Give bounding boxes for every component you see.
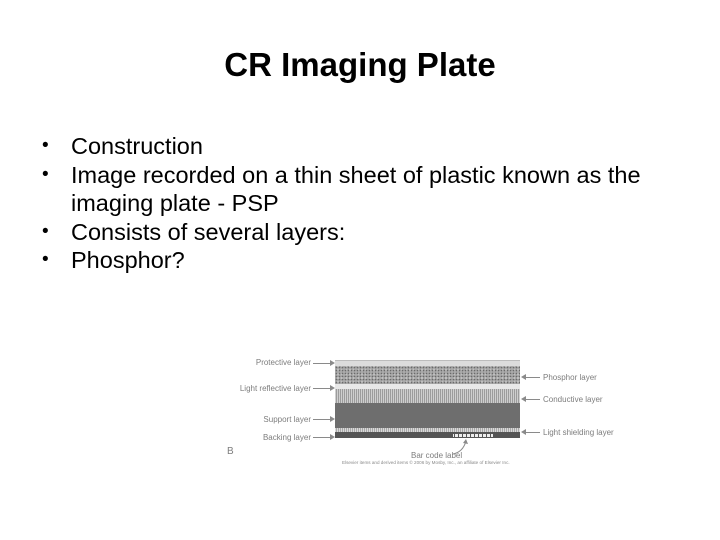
protective-layer-label: Protective layer: [255, 358, 311, 367]
bullet-text: Phosphor?: [71, 247, 185, 273]
conductive-layer-band: [335, 389, 520, 403]
conductive-layer-arrow-head: [521, 396, 526, 402]
bullet-text: Image recorded on a thin sheet of plastic known as the imaging plate - PSP: [71, 161, 641, 216]
light-shielding-layer-label: Light shielding layer: [543, 428, 614, 437]
support-layer-arrow-head: [330, 416, 335, 422]
support-layer-arrow: [313, 419, 331, 420]
backing-layer-arrow-head: [330, 434, 335, 440]
light-reflective-layer-arrow: [313, 388, 331, 389]
support-layer-label: Support layer: [263, 415, 311, 424]
light-shielding-layer-arrow-head: [521, 429, 526, 435]
conductive-layer-label: Conductive layer: [543, 395, 603, 404]
bullet-item: [40, 161, 700, 218]
bar-code-label: Bar code label: [411, 451, 463, 460]
bullet-marker: •: [42, 220, 49, 242]
bullet-marker: •: [42, 135, 49, 156]
bullet-item: [40, 246, 700, 275]
phosphor-layer-arrow-head: [521, 374, 526, 380]
light-shielding-layer-arrow: [525, 432, 540, 433]
protective-layer-arrow-head: [330, 360, 335, 366]
bullet-text: Construction: [71, 133, 203, 159]
bullet-text: Consists of several layers:: [71, 218, 346, 245]
bullet-item: [40, 132, 700, 161]
backing-layer-arrow: [313, 437, 331, 438]
support-layer-band: [335, 403, 520, 428]
figure-letter: B: [227, 446, 234, 457]
bar-code-pointer-arrow: [451, 438, 475, 458]
bullet-list: [40, 132, 700, 275]
light-reflective-layer-arrow-head: [330, 385, 335, 391]
bullet-item: [40, 218, 700, 247]
phosphor-layer-arrow: [525, 377, 540, 378]
protective-layer-arrow: [313, 363, 331, 364]
light-reflective-layer-label: Light reflective layer: [239, 384, 311, 393]
figure-caption: Elsevier items and derived items © 2006 by Mosby, Inc., an affiliate of Elsevier Inc.: [342, 460, 510, 465]
backing-layer-label: Backing layer: [262, 433, 311, 442]
bullet-marker: •: [42, 249, 49, 270]
phosphor-layer-band: [335, 366, 520, 384]
bar-code-strip: [453, 434, 493, 437]
phosphor-layer-label: Phosphor layer: [543, 373, 597, 382]
conductive-layer-arrow: [525, 399, 540, 400]
slide-title: CR Imaging Plate: [224, 46, 496, 83]
bullet-marker: •: [42, 163, 49, 185]
imaging-plate-diagram: [225, 350, 645, 472]
